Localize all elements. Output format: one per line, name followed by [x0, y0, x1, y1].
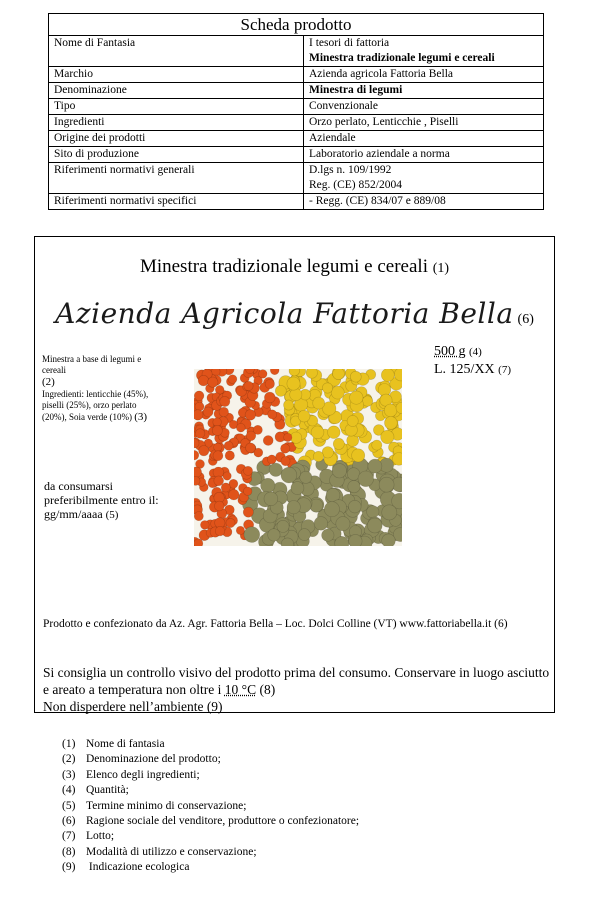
sheet-key: Nome di Fantasia	[49, 36, 304, 67]
list-item: (7) Lotto;	[62, 830, 115, 843]
note-marker: (6)	[517, 312, 534, 327]
list-item: (5) Termine minimo di conservazione;	[62, 799, 247, 812]
table-row	[49, 115, 544, 131]
label-brand	[35, 297, 554, 330]
note-marker: (4)	[469, 346, 482, 358]
sheet-key: Origine dei prodotti	[49, 131, 304, 147]
list-item: (8) Modalità di utilizzo e conservazione;	[62, 845, 257, 858]
note-marker: (3)	[134, 411, 148, 423]
table-row	[49, 36, 544, 67]
table-row	[49, 83, 544, 99]
table-row	[49, 194, 544, 210]
list-item: (3) Elenco degli ingredienti;	[62, 768, 200, 781]
product-label	[34, 236, 555, 713]
legend-list	[62, 737, 359, 876]
sheet-value: Minestra di legumi	[304, 83, 544, 99]
list-item: (2) Denominazione del prodotto;	[62, 753, 221, 766]
label-quantity-lot	[434, 343, 511, 379]
sheet-key: Ingredienti	[49, 115, 304, 131]
list-item: (6) Ragione sociale del venditore, produttore o confezionatore;	[62, 815, 360, 828]
expiry-date: gg/mm/aaaa	[44, 507, 103, 521]
sheet-value: - Regg. (CE) 834/07 e 889/08	[304, 194, 544, 210]
list-item: (1) Nome di fantasia	[62, 738, 165, 750]
product-sheet-table	[48, 13, 544, 210]
brand-script-text: Azienda Agricola Fattoria Bella	[55, 297, 514, 330]
label-producer: Prodotto e confezionato da Az. Agr. Fattoria Bella – Loc. Dolci Colline (VT) www.fattoriabella.it (6)	[43, 618, 508, 630]
expiry-text: da consumarsi preferibilmente entro il:	[44, 479, 159, 507]
table-row	[49, 163, 544, 194]
sheet-key: Denominazione	[49, 83, 304, 99]
sheet-key: Riferimenti normativi specifici	[49, 194, 304, 210]
sheet-key: Riferimenti normativi generali	[49, 163, 304, 194]
quantity-text: 500 g	[434, 344, 466, 359]
sheet-value	[304, 36, 544, 67]
table-row	[49, 147, 544, 163]
table-row	[49, 99, 544, 115]
label-title	[35, 256, 554, 278]
advice-text: Si consiglia un controllo visivo del prodotto prima del consumo. Conservare in luogo asciutto e areato a temperatura non oltre i	[43, 665, 550, 697]
sheet-value	[304, 163, 544, 194]
label-left-column	[42, 354, 160, 424]
note-marker: (2)	[42, 376, 55, 388]
table-row	[49, 131, 544, 147]
label-advice	[43, 664, 553, 715]
sheet-key: Tipo	[49, 99, 304, 115]
sheet-value-line: Reg. (CE) 852/2004	[309, 179, 402, 191]
lot-text: L. 125/XX	[434, 362, 495, 377]
label-title-text: Minestra tradizionale legumi e cereali	[139, 256, 428, 277]
legumes-photo	[194, 369, 402, 546]
eco-note: Non disperdere nell’ambiente (9)	[43, 699, 223, 714]
sheet-title: Scheda prodotto	[49, 14, 544, 36]
sheet-value: Laboratorio aziendale a norma	[304, 147, 544, 163]
legumes-illustration	[194, 369, 402, 546]
note-marker: (1)	[432, 261, 450, 276]
sheet-value: Convenzionale	[304, 99, 544, 115]
note-marker: (5)	[105, 509, 119, 521]
sheet-value: Aziendale	[304, 131, 544, 147]
sheet-key: Sito di produzione	[49, 147, 304, 163]
label-denomination: Minestra a base di legumi e cereali	[42, 354, 142, 375]
sheet-key: Marchio	[49, 67, 304, 83]
sheet-value: Orzo perlato, Lenticchie , Piselli	[304, 115, 544, 131]
advice-temperature: 10 °C	[224, 682, 257, 697]
list-item: (4) Quantità;	[62, 784, 129, 797]
sheet-value-line: Minestra tradizionale legumi e cereali	[309, 52, 495, 64]
label-expiry	[44, 479, 164, 522]
note-marker: (8)	[259, 682, 276, 697]
label-ingredients: Ingredienti: lenticchie (45%), piselli (25%), orzo perlato (20%), Soia verde (10%)	[42, 389, 149, 422]
table-row	[49, 67, 544, 83]
sheet-value-line: I tesori di fattoria	[309, 37, 390, 49]
list-item: (9) Indicazione ecologica	[62, 861, 190, 874]
sheet-value-line: D.lgs n. 109/1992	[309, 164, 392, 176]
sheet-value: Azienda agricola Fattoria Bella	[304, 67, 544, 83]
note-marker: (7)	[498, 364, 511, 376]
